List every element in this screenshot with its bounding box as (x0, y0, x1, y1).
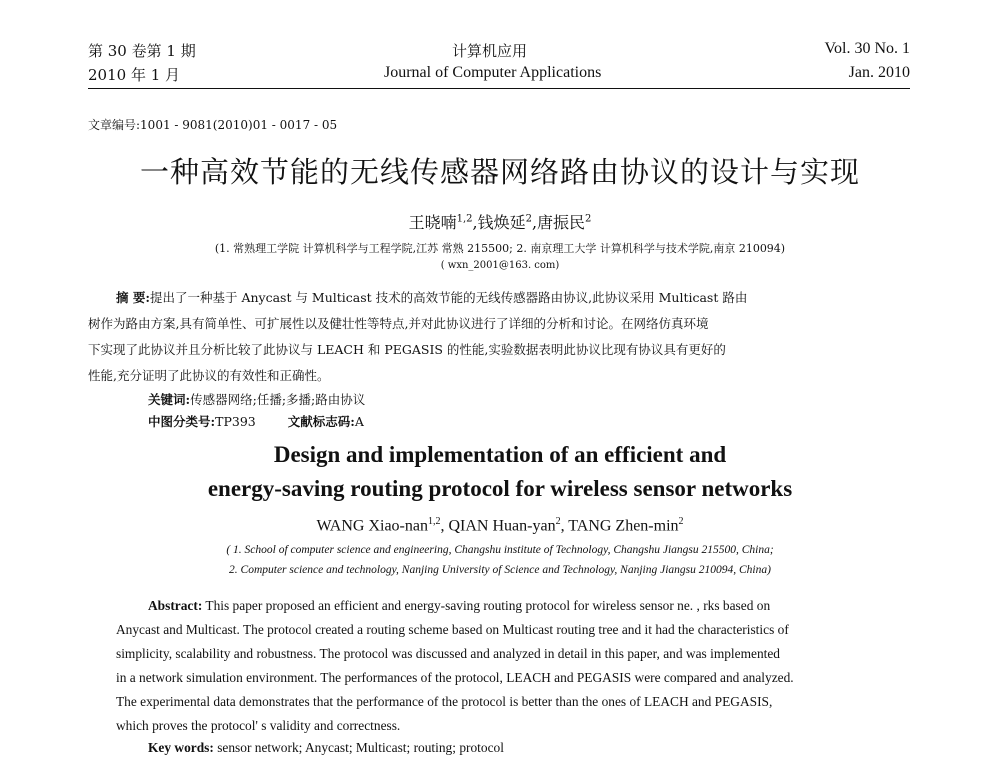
email: ( wxn_2001@163. com) (440, 260, 560, 271)
author-cn-1-sup: 1,2 (456, 213, 473, 225)
abstract-en-label: Abstract: (148, 598, 203, 613)
header-journal-cn: 计算机应用 (452, 42, 528, 60)
author-en-2: , QIAN Huan-yan (440, 517, 556, 535)
abstract-en-line-3: simplicity, scalability and robustness. The protocol was discussed and analyzed in detail in this paper, and was implemented (116, 646, 781, 661)
header-rule (88, 88, 910, 89)
classification (148, 412, 364, 432)
keywords-en-label: Key words: (148, 740, 214, 755)
authors-cn (0, 210, 1000, 233)
affiliation-cn: (1. 常熟理工学院 计算机科学与工程学院,江苏 常熟 215500; 2. 南京理工大学 计算机科学与技术学院,南京 210094) (214, 242, 786, 255)
classification-value: TP393 (215, 414, 256, 429)
classification-label: 中图分类号: (148, 414, 216, 429)
header-journal-en: Journal of Computer Applications (384, 64, 602, 81)
keywords-cn-text: 传感器网络;任播;多播;路由协议 (190, 392, 366, 407)
title-cn: 一种高效节能的无线传感器网络路由协议的设计与实现 (139, 155, 860, 189)
header-date-cn: 2010 年 1 月 (88, 66, 181, 84)
abstract-en-text-1: This paper proposed an efficient and energy-saving routing protocol for wireless sensor ne. , rks based on (205, 598, 771, 613)
author-cn-1: 王晓喃 (408, 213, 457, 232)
author-en-1: WANG Xiao-nan (316, 517, 428, 535)
title-en-line-2: energy-saving routing protocol for wireless sensor networks (207, 476, 793, 501)
keywords-cn (148, 390, 365, 410)
author-cn-2: ,钱焕延 (472, 213, 526, 232)
abstract-en-line-1 (148, 594, 770, 618)
affiliation-en-line-1: ( 1. School of computer science and engineering, Changshu institute of Technology, Changshu Jiangsu 215500, China; (226, 544, 774, 556)
abstract-en-line-4: in a network simulation environment. The performances of the protocol, LEACH and PEGASIS were compared and analyzed. (116, 670, 794, 685)
abstract-en-line-5: The experimental data demonstrates that the performance of the protocol is better than the ones of LEACH and PEGASIS, (116, 694, 773, 709)
article-number: 文章编号:1001 - 9081(2010)01 - 0017 - 05 (88, 118, 338, 132)
title-en-line-1: Design and implementation of an efficient and (273, 442, 727, 467)
abstract-cn-line-1 (116, 288, 747, 308)
author-en-2-sup: 2 (555, 516, 561, 527)
author-en-3: , TANG Zhen-min (560, 517, 679, 535)
author-en-1-sup: 1,2 (427, 516, 441, 527)
keywords-en (148, 736, 504, 760)
header-date-en: Jan. 2010 (848, 64, 910, 81)
abstract-cn-line-2: 树作为路由方案,具有简单性、可扩展性以及健壮性等特点,并对此协议进行了详细的分析和讨论。在网络仿真环境 (88, 316, 709, 331)
abstract-cn-text-1: 提出了一种基于 Anycast 与 Multicast 技术的高效节能的无线传感器路由协议,此协议采用 Multicast 路由 (149, 290, 748, 305)
abstract-cn-line-3: 下实现了此协议并且分析比较了此协议与 LEACH 和 PEGASIS 的性能,实验数据表明此协议比现有协议具有更好的 (88, 342, 726, 357)
abstract-en-line-6: which proves the protocol' s validity and correctness. (116, 718, 401, 733)
author-cn-3-sup: 2 (585, 213, 592, 225)
header-volume-en: Vol. 30 No. 1 (824, 40, 910, 57)
doc-code-value: A (354, 414, 364, 429)
keywords-cn-label: 关键词: (148, 392, 191, 407)
author-en-3-sup: 2 (678, 516, 684, 527)
authors-en (0, 516, 1000, 535)
doc-code-label: 文献标志码: (287, 414, 355, 429)
abstract-en-line-2: Anycast and Multicast. The protocol created a routing scheme based on Multicast routing tree and it had the characteristics of (116, 622, 789, 637)
abstract-cn-label: 摘 要: (116, 290, 150, 305)
author-cn-3: ,唐振民 (531, 213, 586, 232)
affiliation-en-line-2: 2. Computer science and technology, Nanjing University of Science and Technology, Nanjing Jiangsu 210094, China) (229, 564, 771, 576)
abstract-cn-line-4: 性能,充分证明了此协议的有效性和正确性。 (88, 368, 330, 383)
keywords-en-text: sensor network; Anycast; Multicast; routing; protocol (217, 740, 504, 755)
author-cn-2-sup: 2 (525, 213, 532, 225)
header-volume-cn: 第 30 卷第 1 期 (88, 42, 196, 60)
